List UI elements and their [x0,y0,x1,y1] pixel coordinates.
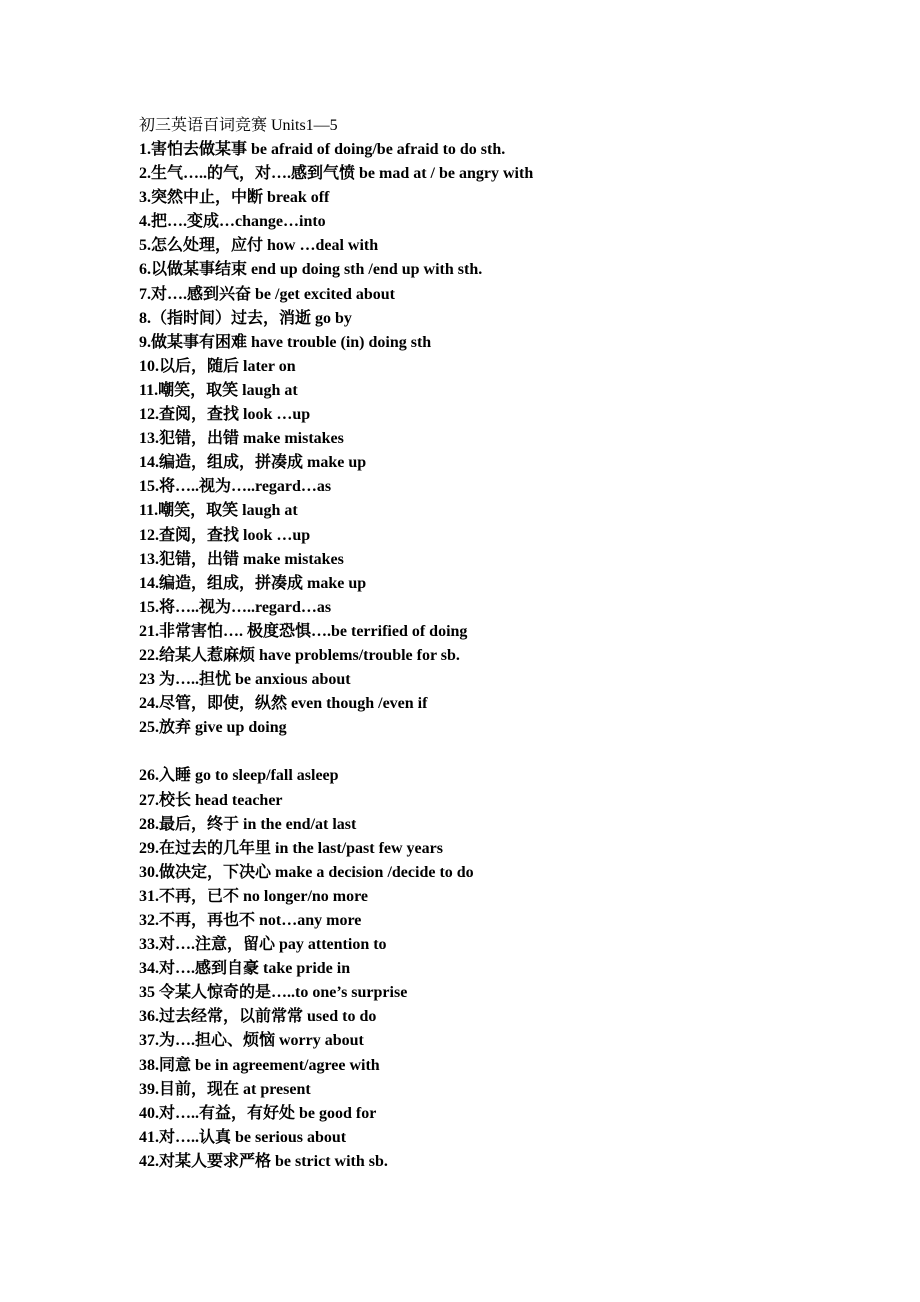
document-body [139,114,879,1174]
phrase-line: 22.给某人惹麻烦 have problems/trouble for sb. [139,646,460,664]
phrase-line: 10.以后，随后 later on [139,357,296,375]
phrase-line: 36.过去经常，以前常常 used to do [139,1008,377,1026]
phrase-line: 25.放弃 give up doing [139,719,287,737]
phrase-line: 33.对….注意，留心 pay attention to [139,936,387,954]
phrase-line: 41.对…..认真 be serious about [139,1128,347,1146]
phrase-list-part2 [139,764,879,1174]
phrase-line: 27.校长 head teacher [139,791,283,809]
phrase-line: 7.对….感到兴奋 be /get excited about [139,285,395,303]
phrase-list-part1 [139,138,879,740]
phrase-line: 23 为…..担忧 be anxious about [139,671,351,689]
phrase-line: 38.同意 be in agreement/agree with [139,1056,380,1074]
phrase-line: 6.以做某事结束 end up doing sth /end up with sth. [139,261,483,279]
phrase-line: 26.入睡 go to sleep/fall asleep [139,767,339,785]
phrase-line: 14.编造，组成，拼凑成 make up [139,454,367,472]
phrase-line: 2.生气…..的气，对….感到气愤 be mad at / be angry with [139,165,534,183]
phrase-line: 30.做决定，下决心 make a decision /decide to do [139,863,474,881]
document-title: 初三英语百词竞赛 Units1—5 [139,117,338,134]
phrase-line: 1.害怕去做某事 be afraid of doing/be afraid to do sth. [139,141,506,158]
phrase-line: 9.做某事有困难 have trouble (in) doing sth [139,333,432,351]
phrase-line: 24.尽管，即使，纵然 even though /even if [139,695,428,713]
phrase-line: 28.最后，终于 in the end/at last [139,815,357,833]
phrase-line: 3.突然中止，中断 break off [139,189,330,207]
phrase-line: 40.对…..有益，有好处 be good for [139,1104,377,1122]
phrase-line: 4.把….变成…change…into [139,213,326,231]
phrase-line: 21.非常害怕…. 极度恐惧….be terrified of doing [139,622,468,640]
phrase-line: 14.编造，组成，拼凑成 make up [139,574,367,592]
phrase-line: 13.犯错，出错 make mistakes [139,550,344,568]
phrase-line: 35 令某人惊奇的是…..to one’s surprise [139,984,408,1002]
phrase-line: 32.不再，再也不 not…any more [139,912,362,929]
phrase-line: 39.目前，现在 at present [139,1080,311,1098]
phrase-line: 34.对….感到自豪 take pride in [139,960,351,978]
phrase-line: 42.对某人要求严格 be strict with sb. [139,1152,388,1170]
phrase-line: 12.查阅，查找 look …up [139,406,311,424]
phrase-line: 8.（指时间）过去，消逝 go by [139,309,352,327]
phrase-line: 13.犯错，出错 make mistakes [139,430,344,448]
phrase-line: 37.为….担心、烦恼 worry about [139,1032,364,1050]
phrase-line: 5.怎么处理，应付 how …deal with [139,237,379,255]
phrase-line: 15.将…..视为…..regard…as [139,598,332,616]
phrase-line: 12.查阅，查找 look …up [139,526,311,544]
phrase-line: 31.不再，已不 no longer/no more [139,887,369,905]
phrase-line: 11.嘲笑，取笑 laugh at [139,502,298,520]
phrase-line: 11.嘲笑，取笑 laugh at [139,381,298,399]
phrase-line: 15.将…..视为…..regard…as [139,478,332,496]
phrase-line: 29.在过去的几年里 in the last/past few years [139,839,443,857]
blank-line [139,740,879,764]
